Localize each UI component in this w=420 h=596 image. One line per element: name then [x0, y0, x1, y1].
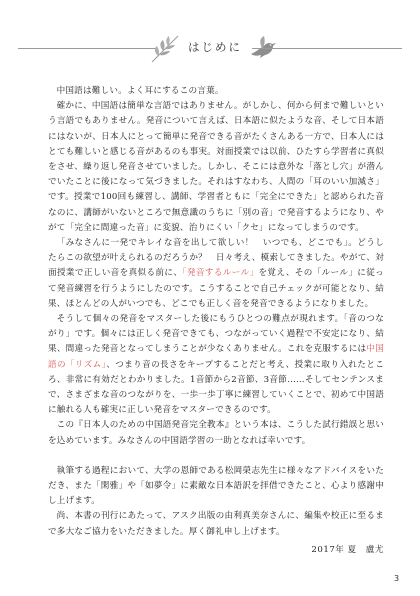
header-rule-left	[18, 48, 156, 49]
paragraph	[48, 84, 384, 99]
preface-body	[48, 84, 384, 540]
text-run: を覚え、その「ルール」に従って発音練習を行うようにしたのです。こうすることで自己チェックが可能となり、結果、ほとんどの人がいつでも、どこでも正しく音を発音できるようになりました。	[48, 268, 384, 309]
highlighted-phrase: 「発音するルール」	[182, 268, 259, 279]
text-run: 「みなさんに一発でキレイな音を出して欲しい！ いつでも、どこでも」。どうしたらこの欲望が叶えられるのだろうか？ 日々考え、模索してきました。やがて、対面授業で正しい音を真似る前に、	[48, 238, 384, 279]
text-run: 、つまり音の長さをキープすることだと考え、授業に取り入れたところ、非常に有効だとわかりました。1音節から2音節、3音節……そしてセンテンスまで、さまざまな音のつながりを、一歩一歩丁寧に練習していくことで、初めて中国語に触れる人も確実に正しい発音をマスターできるのです。	[48, 359, 384, 416]
text-run: 執筆する過程において、大学の恩師である松岡榮志先生に様々なアドバイスをいただき、また「閑雅」や「如夢令」に素敵な日本語訳を拝借できたこと、心より感謝申し上げます。	[48, 465, 384, 507]
paragraph	[48, 236, 384, 312]
paragraph	[48, 464, 384, 510]
highlighted-phrase: 中国語の「リズム」	[48, 344, 384, 370]
page-title: はじめに	[188, 40, 242, 54]
header-rule-right	[252, 48, 402, 49]
page-number: 3	[394, 574, 400, 583]
chapter-header	[0, 28, 420, 68]
paragraph	[48, 509, 384, 539]
bird-icon	[248, 34, 282, 64]
paragraph	[48, 418, 384, 448]
text-run: 尚、本書の刊行にあたって、アスク出版の由利真美奈さんに、編集や校正に至るまで多大なご協力をいただきました。厚く御礼申し上げます。	[48, 511, 384, 537]
text-run: 中国語は難しい。よく耳にするこの言葉。	[56, 86, 224, 96]
text-run: そうして個々の発音をマスターした後にもうひとつの難点が現れます。「音のつながり」です。個々には正しく発音できても、つながっていく過程で不安定になり、結果、間違った発音となってしまうことが少なくありません。これを克服するには	[48, 314, 384, 355]
leaf-sprig-icon	[148, 32, 182, 66]
text-run: 確かに、中国語は簡単な言語ではありません。がしかし、何から何まで難しいという言語でもありません。発音について言えば、日本語に似たような音、そして日本語にはないが、日本人にとって簡単に発音できる音がたくさんある一方で、日本人にはとても難しいと感じる音があるのも事実。対面授業では以前、ひたすら学習者に真似をさせ、繰り返し発音させていました。しかし、そこには意外な「落とし穴」が潜んでいたことに後になって気づきました。それはすなわち、人間の「耳のいい加減さ」です。授業で100回も練習し、講師、学習者ともに「完全にできた」と認められた音なのに、講師がいないところで無意識のうちに「別の音」で発音するようになり、やがて「完全に間違った音」に変貌、治りにくい「クセ」になってしまうのです。	[48, 101, 384, 233]
signature: 2017年 夏 盧尤	[311, 545, 384, 555]
paragraph	[48, 99, 384, 236]
text-run: この『日本人のための中国語発音完全教本』という本は、こうした試行錯誤と思いを込めています。みなさんの中国語学習の一助となれば幸いです。	[48, 420, 384, 446]
paragraph	[48, 312, 384, 418]
